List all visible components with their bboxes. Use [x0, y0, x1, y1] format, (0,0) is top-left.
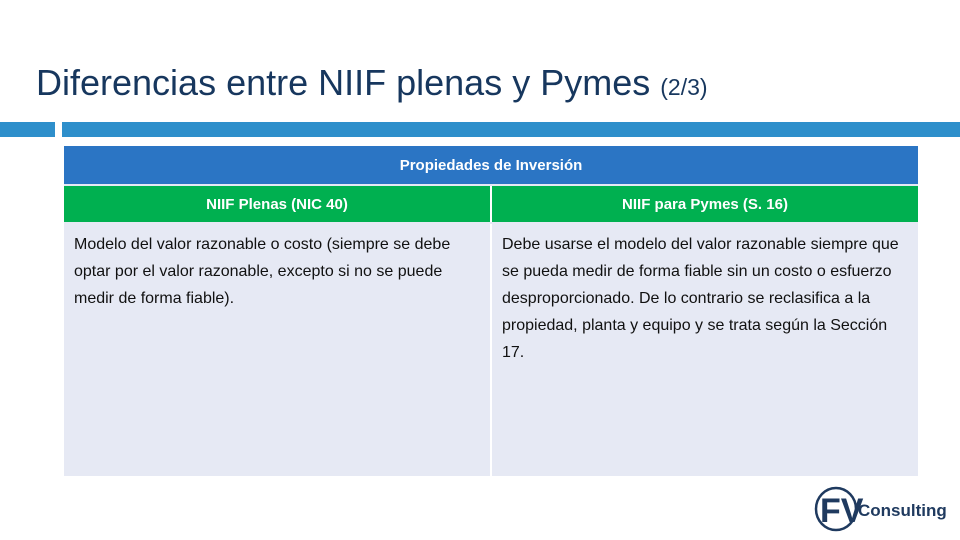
column-header-niif-pymes: NIIF para Pymes (S. 16) — [490, 186, 918, 222]
table-row — [64, 224, 918, 476]
accent-bar-right — [62, 122, 960, 137]
table-header: Propiedades de Inversión — [64, 146, 918, 184]
slide-title — [36, 62, 708, 104]
slide-title-text: Diferencias entre NIIF plenas y Pymes — [36, 62, 651, 103]
column-header-niif-plenas: NIIF Plenas (NIC 40) — [206, 195, 348, 213]
slide-title-suffix: (2/3) — [660, 74, 708, 100]
column-header-row — [64, 186, 918, 222]
cell-niif-plenas: Modelo del valor razonable o costo (siempre se debe optar por el valor razonable, excepto si no se puede medir de forma fiable). — [74, 236, 451, 307]
comparison-table — [64, 146, 918, 476]
cell-niif-pymes: Debe usarse el modelo del valor razonable siempre que se pueda medir de forma fiable sin un costo o esfuerzo desproporcionado. De lo contrario se reclasifica a la propiedad, planta y equipo y se trata según la Sección 17. — [490, 224, 918, 476]
logo-letters: FV — [820, 492, 864, 530]
fv-consulting-logo — [812, 484, 952, 532]
accent-bar-left — [0, 122, 55, 137]
logo-text: Consulting — [858, 501, 947, 520]
